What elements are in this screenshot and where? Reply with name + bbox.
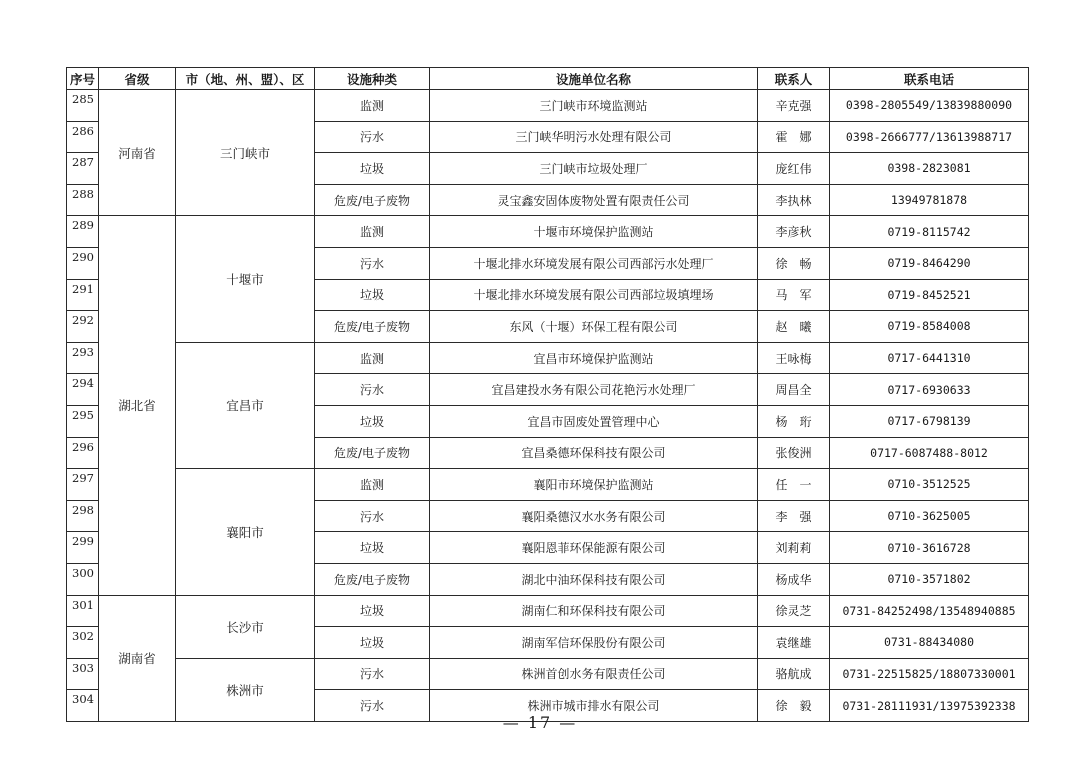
cell-unit-name: 襄阳市环境保护监测站 [430,469,758,501]
cell-facility-type: 污水 [315,658,430,690]
cell-unit-name: 灵宝鑫安固体废物处置有限责任公司 [430,184,758,216]
cell-seq: 290 [67,247,99,279]
cell-phone: 0717-6798139 [830,405,1029,437]
cell-phone: 0710-3512525 [830,469,1029,501]
cell-seq: 288 [67,184,99,216]
cell-facility-type: 垃圾 [315,595,430,627]
header-contact: 联系人 [758,68,830,90]
cell-contact: 王咏梅 [758,342,830,374]
cell-unit-name: 三门峡市垃圾处理厂 [430,153,758,185]
cell-unit-name: 三门峡市环境监测站 [430,90,758,122]
cell-contact: 徐 毅 [758,690,830,722]
header-province: 省级 [99,68,176,90]
cell-facility-type: 污水 [315,121,430,153]
cell-facility-type: 垃圾 [315,153,430,185]
cell-unit-name: 宜昌市固废处置管理中心 [430,405,758,437]
cell-seq: 302 [67,627,99,659]
cell-phone: 13949781878 [830,184,1029,216]
cell-city: 襄阳市 [176,469,315,595]
cell-phone: 0398-2666777/13613988717 [830,121,1029,153]
cell-phone: 0717-6087488-8012 [830,437,1029,469]
cell-unit-name: 湖南军信环保股份有限公司 [430,627,758,659]
cell-seq: 300 [67,563,99,595]
cell-seq: 298 [67,500,99,532]
table-row [67,90,1029,122]
header-unit-name: 设施单位名称 [430,68,758,90]
cell-unit-name: 十堰北排水环境发展有限公司西部垃圾填埋场 [430,279,758,311]
cell-phone: 0719-8464290 [830,247,1029,279]
cell-seq: 301 [67,595,99,627]
table-row [67,216,1029,248]
cell-seq: 287 [67,153,99,185]
cell-unit-name: 宜昌市环境保护监测站 [430,342,758,374]
cell-contact: 霍 娜 [758,121,830,153]
cell-facility-type: 垃圾 [315,532,430,564]
cell-facility-type: 污水 [315,500,430,532]
cell-phone: 0710-3616728 [830,532,1029,564]
cell-contact: 杨成华 [758,563,830,595]
cell-phone: 0719-8584008 [830,311,1029,343]
cell-unit-name: 三门峡华明污水处理有限公司 [430,121,758,153]
cell-unit-name: 宜昌建投水务有限公司花艳污水处理厂 [430,374,758,406]
cell-phone: 0731-84252498/13548940885 [830,595,1029,627]
cell-phone: 0717-6441310 [830,342,1029,374]
cell-phone: 0719-8452521 [830,279,1029,311]
cell-contact: 赵 曦 [758,311,830,343]
header-seq: 序号 [67,68,99,90]
cell-phone: 0710-3625005 [830,500,1029,532]
cell-seq: 295 [67,405,99,437]
cell-unit-name: 襄阳桑德汉水水务有限公司 [430,500,758,532]
cell-seq: 291 [67,279,99,311]
cell-unit-name: 湖北中油环保科技有限公司 [430,563,758,595]
cell-phone: 0717-6930633 [830,374,1029,406]
cell-facility-type: 危废/电子废物 [315,184,430,216]
cell-contact: 刘莉莉 [758,532,830,564]
cell-facility-type: 监测 [315,90,430,122]
cell-phone: 0710-3571802 [830,563,1029,595]
cell-phone: 0719-8115742 [830,216,1029,248]
cell-unit-name: 株洲市城市排水有限公司 [430,690,758,722]
cell-facility-type: 垃圾 [315,279,430,311]
cell-contact: 辛克强 [758,90,830,122]
table-row [67,658,1029,690]
cell-seq: 292 [67,311,99,343]
cell-phone: 0398-2805549/13839880090 [830,90,1029,122]
cell-seq: 297 [67,469,99,501]
cell-unit-name: 十堰北排水环境发展有限公司西部污水处理厂 [430,247,758,279]
table-row [67,595,1029,627]
cell-seq: 296 [67,437,99,469]
cell-facility-type: 监测 [315,469,430,501]
cell-contact: 骆航成 [758,658,830,690]
cell-unit-name: 湖南仁和环保科技有限公司 [430,595,758,627]
cell-seq: 289 [67,216,99,248]
cell-city: 株洲市 [176,658,315,721]
cell-unit-name: 株洲首创水务有限责任公司 [430,658,758,690]
facility-contact-table [66,67,1029,722]
cell-contact: 李 强 [758,500,830,532]
cell-unit-name: 襄阳恩菲环保能源有限公司 [430,532,758,564]
cell-unit-name: 十堰市环境保护监测站 [430,216,758,248]
cell-facility-type: 监测 [315,342,430,374]
table-row [67,469,1029,501]
cell-facility-type: 污水 [315,247,430,279]
cell-seq: 299 [67,532,99,564]
cell-facility-type: 垃圾 [315,405,430,437]
cell-seq: 304 [67,690,99,722]
cell-facility-type: 垃圾 [315,627,430,659]
cell-facility-type: 危废/电子废物 [315,563,430,595]
cell-unit-name: 东风（十堰）环保工程有限公司 [430,311,758,343]
cell-seq: 294 [67,374,99,406]
cell-phone: 0731-22515825/18807330001 [830,658,1029,690]
header-phone: 联系电话 [830,68,1029,90]
cell-phone: 0398-2823081 [830,153,1029,185]
cell-contact: 任 一 [758,469,830,501]
table-row [67,342,1029,374]
cell-seq: 293 [67,342,99,374]
cell-contact: 马 军 [758,279,830,311]
cell-phone: 0731-28111931/13975392338 [830,690,1029,722]
cell-facility-type: 污水 [315,690,430,722]
page-number: — 17 — [502,713,578,732]
cell-facility-type: 危废/电子废物 [315,311,430,343]
cell-seq: 303 [67,658,99,690]
cell-seq: 286 [67,121,99,153]
cell-contact: 杨 珩 [758,405,830,437]
cell-city: 宜昌市 [176,342,315,468]
header-facility-type: 设施种类 [315,68,430,90]
cell-province: 河南省 [99,90,176,216]
cell-contact: 庞红伟 [758,153,830,185]
cell-city: 三门峡市 [176,90,315,216]
cell-province: 湖南省 [99,595,176,721]
cell-contact: 徐 畅 [758,247,830,279]
cell-contact: 徐灵芝 [758,595,830,627]
cell-city: 长沙市 [176,595,315,658]
cell-contact: 李执林 [758,184,830,216]
cell-seq: 285 [67,90,99,122]
table-header-row [67,68,1029,90]
cell-city: 十堰市 [176,216,315,342]
cell-unit-name: 宜昌桑德环保科技有限公司 [430,437,758,469]
cell-province: 湖北省 [99,216,176,595]
cell-contact: 李彦秋 [758,216,830,248]
cell-facility-type: 危废/电子废物 [315,437,430,469]
cell-facility-type: 污水 [315,374,430,406]
table-body [67,90,1029,722]
cell-contact: 周昌全 [758,374,830,406]
cell-contact: 袁继雄 [758,627,830,659]
cell-phone: 0731-88434080 [830,627,1029,659]
header-city: 市（地、州、盟）、区 [176,68,315,90]
cell-facility-type: 监测 [315,216,430,248]
cell-contact: 张俊洲 [758,437,830,469]
